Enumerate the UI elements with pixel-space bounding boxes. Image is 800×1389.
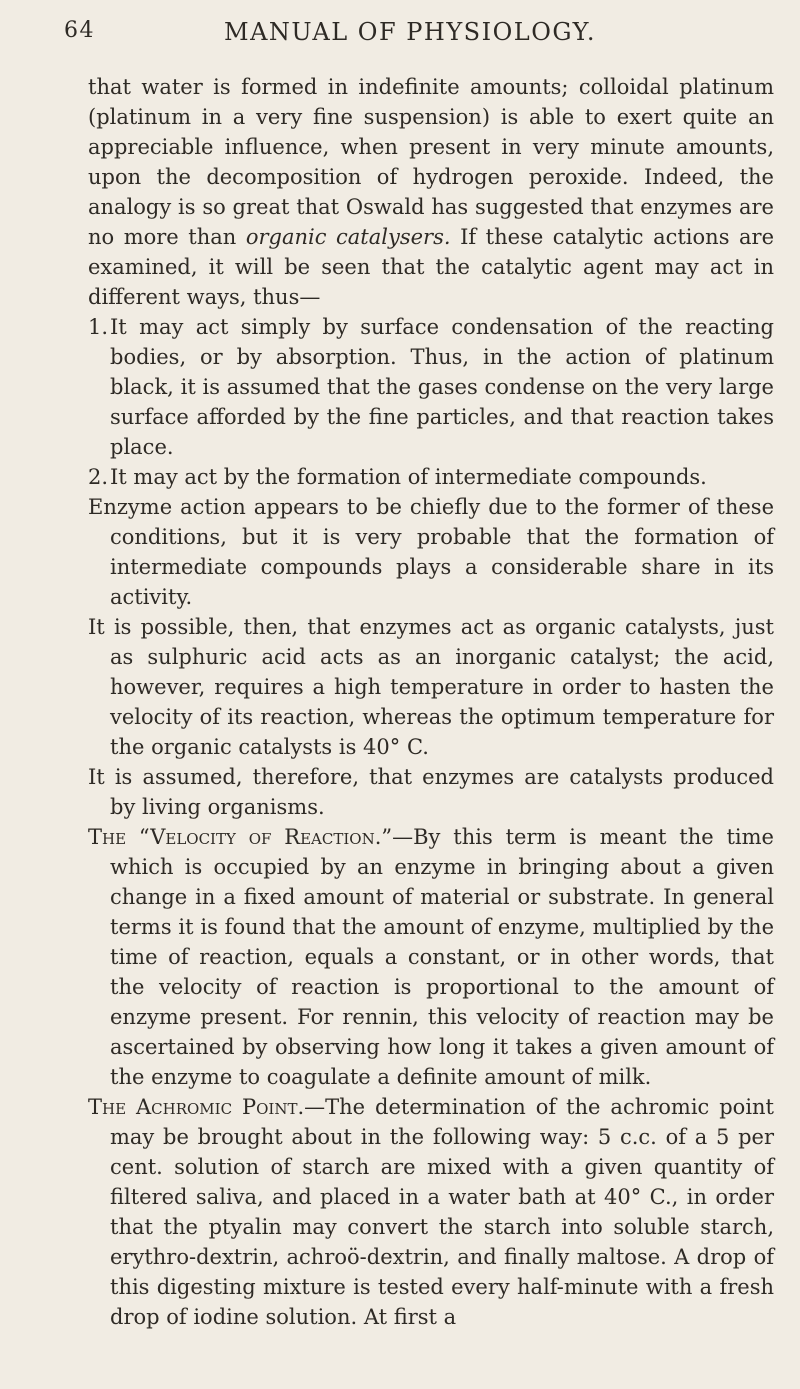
page-header [64, 18, 760, 54]
list-item-number: 2. [88, 465, 109, 489]
paragraph-text: that water is formed in indefinite amounts; colloidal platinum (platinum in a very fine suspension) is able to exert quite an appreciable influence, when present in very minute amounts, upon the decomposition of hydrogen peroxide. Indeed, the analogy is so great that Oswald has suggested that enzymes are no more than [88, 75, 774, 249]
paragraph-catalysis-intro [88, 72, 774, 312]
paragraph-text: —By this term is meant the time which is occupied by an enzyme in bringing about a given change in a fixed amount of material or substrate. In general terms it is found that the amount of enzyme, multiplied by the time of reaction, equals a constant, or in other words, that the velocity of reaction is proportional to the amount of enzyme present. For rennin, this velocity of reaction may be ascertained by observing how long it takes a given amount of the enzyme to coagulate a definite amount of milk. [110, 825, 774, 1089]
italic-term: organic catalysers. [245, 225, 451, 249]
paragraph-velocity-of-reaction [88, 822, 774, 1092]
page-number: 64 [64, 18, 95, 43]
paragraph-enzyme-action: Enzyme action appears to be chiefly due to the former of these conditions, but it is very probable that the formation of intermediate compounds plays a considerable share in its activity. [88, 495, 774, 609]
list-item-text: It may act by the formation of intermediate compounds. [110, 465, 707, 489]
section-heading: The “Velocity of Reaction.” [88, 825, 393, 849]
list-item-number: 1. [88, 315, 109, 339]
body-text [88, 72, 774, 1332]
list-item-surface-condensation [88, 312, 774, 462]
paragraph-text: If these catalytic actions are examined, it will be seen that the catalytic agent may act in different ways, thus— [88, 225, 774, 309]
section-heading: The Achromic Point. [88, 1095, 305, 1119]
paragraph-living-organisms: It is assumed, therefore, that enzymes are catalysts produced by living organisms. [88, 765, 774, 819]
paragraph-text: —The determination of the achromic point may be brought about in the following way: 5 c.c. of a 5 per cent. solution of starch are mixed with a given quantity of filtered saliva, and placed in a water bath at 40° C., in order that the ptyalin may convert the starch into soluble starch, erythro-dextrin, achroö-dextrin, and finally maltose. A drop of this digesting mixture is tested every half-minute with a fresh drop of iodine solution. At first a [110, 1095, 774, 1329]
running-title: MANUAL OF PHYSIOLOGY. [224, 18, 597, 46]
paragraph-achromic-point [88, 1092, 774, 1332]
paragraph-organic-catalysts: It is possible, then, that enzymes act as organic catalysts, just as sulphuric acid acts as an inorganic catalyst; the acid, however, requires a high temperature in order to hasten the velocity of its reaction, whereas the optimum temperature for the organic catalysts is 40° C. [88, 615, 774, 759]
list-item-intermediate-compounds [88, 462, 774, 492]
list-item-text: It may act simply by surface condensation of the reacting bodies, or by absorption. Thus, in the action of platinum black, it is assumed that the gases condense on the very large surface afforded by the fine particles, and that reaction takes place. [110, 315, 774, 459]
